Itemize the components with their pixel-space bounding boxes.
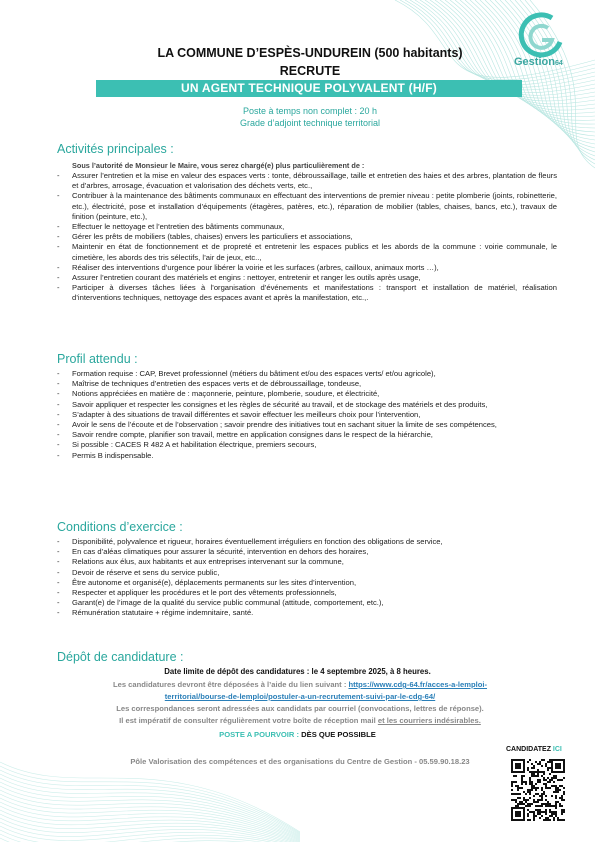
list-item: - Gérer les prêts de mobiliers (tables, chaises) envers les particuliers et associations, [57,232,557,242]
list-item: - Notions appréciées en matière de : maçonnerie, peinture, plomberie, soudure, et électricité, [57,389,557,399]
candidature-link-part1[interactable]: https://www.cdg-64.fr/acces-a-lemploi- [348,680,488,689]
list-item: - Garant(e) de l’image de la qualité du service public communal (attitude, comportement, etc.), [57,598,557,608]
profil-heading: Profil attendu : [57,352,138,366]
list-item: - S’adapter à des situations de travail différentes et savoir effectuer les meilleurs choix pour l’intervention, [57,410,557,420]
candidatez-label: CANDIDATEZ ICI [506,746,562,753]
list-item: - Assurer l’entretien courant des matériels et engins : nettoyer, entretenir et ranger les outils après usage, [57,273,557,283]
activites-heading: Activités principales : [57,142,174,156]
activites-intro: Sous l’autorité de Monsieur le Maire, vous serez chargé(e) plus particulièrement de : [72,161,365,170]
profil-list [57,369,557,461]
logo-text: Gestion64 [514,56,563,68]
list-item: - Formation requise : CAP, Brevet professionnel (métiers du bâtiment et/ou des espaces verts/ et/ou agricole), [57,369,557,379]
wave-decoration-bottom [0,732,300,842]
list-item: - Réaliser des interventions d’urgence pour libérer la voirie et les surfaces (arbres, cailloux, animaux morts …), [57,263,557,273]
list-item: - Être autonome et organisé(e), déplacements permanents sur les sites d’intervention, [57,578,557,588]
list-item: - Relations aux élus, aux habitants et aux entreprises intervenant sur la commune, [57,557,557,567]
job-title-banner: UN AGENT TECHNIQUE POLYVALENT (H/F) [96,80,522,97]
qr-code-icon[interactable] [509,757,567,823]
list-item: - Permis B indispensable. [57,451,557,461]
depot-heading: Dépôt de candidature : [57,650,184,664]
conditions-list [57,537,557,619]
list-item: - Savoir rendre compte, planifier son travail, mettre en application consignes dans le respect de la hiérarchie, [57,430,557,440]
candidature-link-line: Les candidatures devront être déposées à l’aide du lien suivant : https://www.cdg-64.fr/acces-a-lemploi- [112,680,488,689]
conditions-heading: Conditions d’exercice : [57,520,183,534]
list-item: - Effectuer le nettoyage et l’entretien des bâtiments communaux, [57,222,557,232]
poste-a-pourvoir: POSTE A POURVOIR : DÈS QUE POSSIBLE [219,730,376,739]
mail-note: Il est impératif de consulter régulièrement votre boîte de réception mail et les courriers indésirables. [119,716,481,725]
candidature-link-part2[interactable]: territorial/bourse-de-lemploi/postuler-a-un-recrutement-suivi-par-le-cdg-64/ [164,692,436,701]
list-item: - Rémunération statutaire + régime indemnitaire, santé. [57,608,557,618]
list-item: - Si possible : CACES R 482 A et habilitation électrique, premiers secours, [57,440,557,450]
list-item: - Maîtrise de techniques d’entretien des espaces verts et de débroussaillage, tondeuse, [57,379,557,389]
list-item: - Savoir appliquer et respecter les consignes et les règles de sécurité au travail, et de stockage des matériels et des produits, [57,400,557,410]
activites-list [57,171,557,304]
time-subtitle: Poste à temps non complet : 20 h [242,106,378,116]
list-item: - En cas d’aléas climatiques pour assurer la sécurité, intervention en dehors des horaires, [57,547,557,557]
grade-subtitle: Grade d’adjoint technique territorial [239,118,381,128]
list-item: - Assurer l’entretien et la mise en valeur des espaces verts : tonte, débroussaillage, taille et entretien des haies et des arbres, plantation de fleurs et d’arbres, arrosage, évacuation et valorisation des déchets verts, etc., [57,171,557,191]
candidature-link-line2 [60,692,540,701]
list-item: - Disponibilité, polyvalence et rigueur, horaires éventuellement irréguliers en fonction des obligations de service, [57,537,557,547]
recrute-title: RECRUTE [279,64,341,78]
commune-title: LA COMMUNE D’ESPÈS-UNDUREIN (500 habitants) [157,46,463,60]
correspondance-note: Les correspondances seront adressées aux candidats par courriel (convocations, lettres de réponse). [116,704,484,713]
list-item: - Devoir de réserve et sens du service public, [57,568,557,578]
list-item: - Participer à diverses tâches liées à l’organisation d’événements et manifestations : transport et installation de matériel, réalisation d’interventions techniques, nettoyage des espaces avant et après la manifestation, etc.,. [57,283,557,303]
list-item: - Maintenir en état de fonctionnement et de propreté et entretenir les espaces publics et les abords de la commune : voirie communale, le cimetière, les abords des tris sélectifs, l’air de jeux, etc.., [57,242,557,262]
footer-contact: Pôle Valorisation des compétences et des organisations du Centre de Gestion - 05.59.90.18.23 [130,757,470,766]
list-item: - Respecter et appliquer les procédures et le port des vêtements professionnels, [57,588,557,598]
list-item: - Contribuer à la maintenance des bâtiments communaux en effectuant des interventions de premier niveau : petite plomberie (joints, robinetterie, etc.), électricité, pose et installation d’équipements (étagères, patères, etc.), réparation de mobilier (tables, chaises, bancs, etc.), travaux de finition (peinture, etc.), [57,191,557,222]
deadline-text: Date limite de dépôt des candidatures : le 4 septembre 2025, à 8 heures. [164,667,431,676]
list-item: - Avoir le sens de l’écoute et de l’observation ; savoir prendre des initiatives tout en sachant situer la limite de ses compétences, [57,420,557,430]
